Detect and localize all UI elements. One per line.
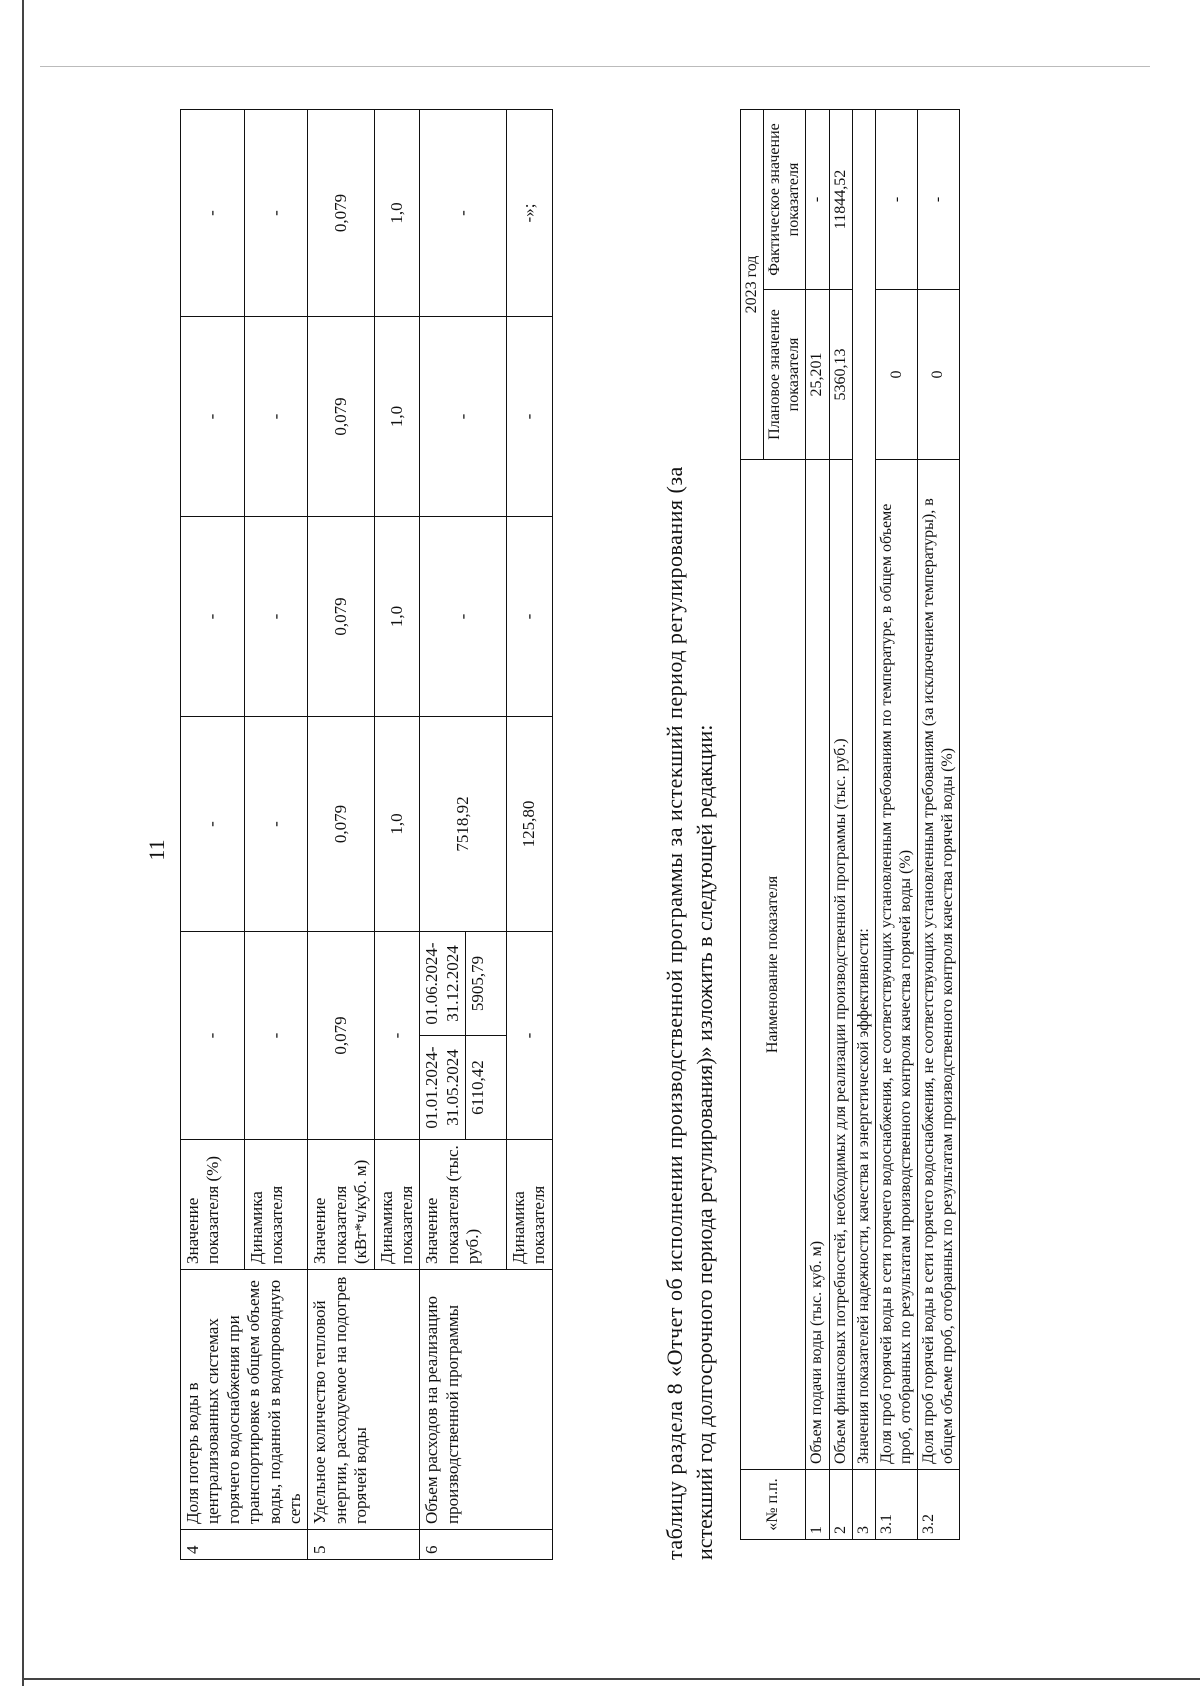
- cell-value: -: [181, 316, 245, 516]
- cell-value: -: [244, 931, 308, 1139]
- subrow-label: Динамика показателя: [374, 1140, 420, 1270]
- indicator-name: Значения показателей надежности, качества и энергетической эффективности:: [852, 110, 875, 1470]
- page-frame-left: [22, 0, 24, 1686]
- header-plan: Плановое значение показателя: [764, 290, 806, 460]
- subrow-label: Динамика показателя: [507, 1140, 553, 1270]
- table-row: [918, 110, 960, 1540]
- cell-value: -: [181, 109, 245, 316]
- fact-value: -: [806, 110, 829, 290]
- cell-value: 0,079: [308, 931, 374, 1139]
- fact-value: 11844,52: [829, 110, 852, 290]
- paragraph-line-1: таблицу раздела 8 «Отчет об исполнении производственной программы за истекший период регулирования (за: [662, 466, 687, 1560]
- table-row: [806, 110, 829, 1540]
- indicator-name: Доля проб горячей воды в сети горячего водоснабжения, не соответствующих установленным требованиям (за исключением температуры), в общем объеме проб, отобранных по результатам производственного контроля качества горячей воды (%): [918, 460, 960, 1470]
- plan-value: 0: [876, 290, 918, 460]
- page-number: 11: [144, 839, 169, 861]
- cell-value: -: [507, 516, 553, 716]
- indicator-name: Удельное количество тепловой энергии, расходуемое на подогрев горячей воды: [308, 1270, 420, 1530]
- indicator-name: Объем расходов на реализацию производственной программы: [420, 1270, 553, 1530]
- period-1-value: 6110,42: [466, 1036, 507, 1140]
- cell-value: 1,0: [374, 716, 420, 931]
- table-row: [829, 110, 852, 1540]
- subrow-label: Значение показателя (тыс. руб.): [420, 1140, 507, 1270]
- program-report-table: [740, 109, 960, 1540]
- period-2-value: 5905,79: [466, 931, 507, 1035]
- header-num: «№ п.п.: [741, 1470, 806, 1540]
- cell-value: -»;: [507, 109, 553, 316]
- table-row: [876, 110, 918, 1540]
- cell-value: -: [244, 316, 308, 516]
- cell-value: 1,0: [374, 109, 420, 316]
- cell-value: 0,079: [308, 109, 374, 316]
- cell-value: 1,0: [374, 516, 420, 716]
- cell-value: -: [420, 109, 507, 316]
- header-year: 2023 год: [741, 110, 764, 460]
- table-header-row: [741, 110, 764, 1540]
- fact-value: -: [918, 110, 960, 290]
- cell-value: 1,0: [374, 316, 420, 516]
- row-number: 1: [806, 1470, 829, 1540]
- cell-value: -: [244, 716, 308, 931]
- fact-value: -: [876, 110, 918, 290]
- indicators-table-continued: [180, 109, 553, 1560]
- rotated-page-content: [140, 90, 1180, 1570]
- row-number: 5: [308, 1530, 420, 1560]
- cell-value: -: [244, 109, 308, 316]
- table-row: [181, 109, 245, 1559]
- row-number: 3.2: [918, 1470, 960, 1540]
- row-number: 6: [420, 1530, 553, 1560]
- paragraph-line-2: истекший год долгосрочного периода регулирования)» изложить в следующей редакции:: [692, 724, 717, 1560]
- cell-value: -: [507, 316, 553, 516]
- header-fact: Фактическое значение показателя: [764, 110, 806, 290]
- cell-value: 0,079: [308, 516, 374, 716]
- cell-value: -: [181, 716, 245, 931]
- page-frame-top: [40, 66, 1150, 67]
- cell-value: 125,80: [507, 716, 553, 931]
- subrow-label: Динамика показателя: [244, 1140, 308, 1270]
- subrow-label: Значение показателя (%): [181, 1140, 245, 1270]
- cell-value: -: [181, 931, 245, 1139]
- indicator-name: Объем подачи воды (тыс. куб. м): [806, 460, 829, 1470]
- cell-value: -: [244, 516, 308, 716]
- indicator-name: Доля проб горячей воды в сети горячего водоснабжения, не соответствующих установленным требованиям по температуре, в общем объеме проб, отобранных по результатам производственного контроля качества горячей воды (%): [876, 460, 918, 1470]
- table-row: [420, 109, 466, 1559]
- amendment-paragraph: [660, 110, 720, 1560]
- plan-value: 5360,13: [829, 290, 852, 460]
- table-row: [308, 109, 374, 1559]
- row-number: 4: [181, 1530, 308, 1560]
- row-number: 3.1: [876, 1470, 918, 1540]
- cell-value: -: [420, 516, 507, 716]
- page-frame-bottom: [22, 1678, 1200, 1680]
- subrow-label: Значение показателя (кВт*ч/куб. м): [308, 1140, 374, 1270]
- cell-value: 7518,92: [420, 716, 507, 931]
- header-name: Наименование показателя: [741, 460, 806, 1470]
- table-row: [852, 110, 875, 1540]
- plan-value: 0: [918, 290, 960, 460]
- cell-value: -: [181, 516, 245, 716]
- indicator-name: Доля потерь воды в централизованных системах горячего водоснабжения при транспортировке в общем объеме воды, поданной в водопроводную сеть: [181, 1270, 308, 1530]
- row-number: 3: [852, 1470, 875, 1540]
- period-2: 01.06.2024-31.12.2024: [420, 931, 466, 1035]
- cell-value: -: [420, 316, 507, 516]
- cell-value: -: [507, 931, 553, 1139]
- period-1: 01.01.2024-31.05.2024: [420, 1036, 466, 1140]
- cell-value: 0,079: [308, 716, 374, 931]
- cell-value: 0,079: [308, 316, 374, 516]
- indicator-name: Объем финансовых потребностей, необходимых для реализации производственной программы (тыс. руб.): [829, 460, 852, 1470]
- row-number: 2: [829, 1470, 852, 1540]
- plan-value: 25,201: [806, 290, 829, 460]
- cell-value: -: [374, 931, 420, 1139]
